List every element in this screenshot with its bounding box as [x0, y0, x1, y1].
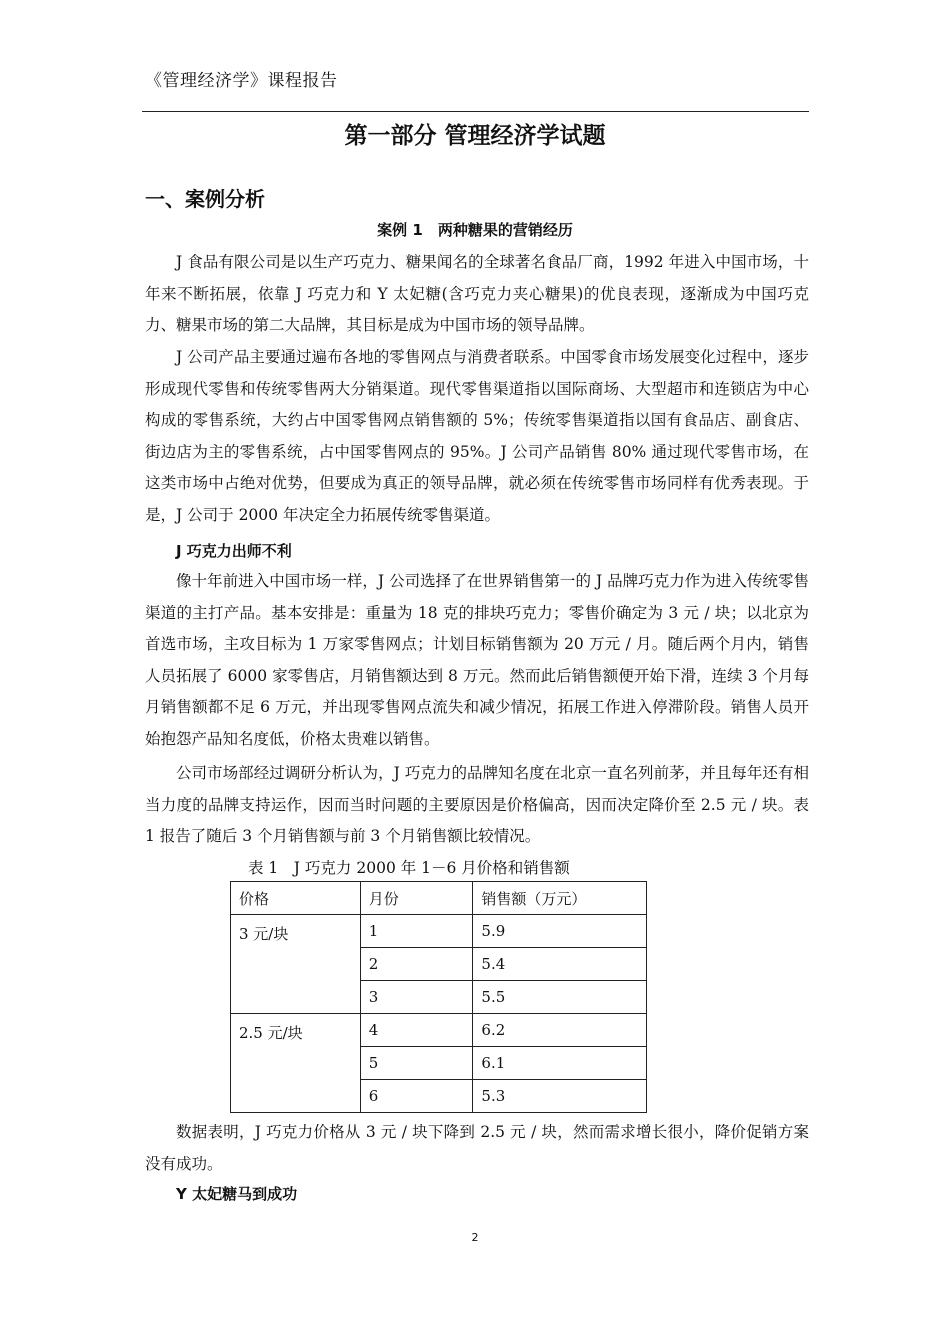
price-cell: 3 元/块 [231, 915, 361, 1014]
header-price: 价格 [231, 882, 361, 915]
page-number: 2 [471, 1231, 479, 1244]
subheading-y-toffee: Y 太妃糖马到成功 [176, 1185, 298, 1203]
table-row [231, 915, 647, 948]
part-title: 第一部分 管理经济学试题 [344, 123, 606, 149]
paragraph-conclusion: 数据表明，J 巧克力价格从 3 元 / 块下降到 2.5 元 / 块，然而需求增长很小，降价促销方案没有成功。 [145, 1123, 809, 1173]
paragraph-j-chocolate-launch: 像十年前进入中国市场一样，J 公司选择了在世界销售第一的 J 品牌巧克力作为进入传统零售渠道的主打产品。基本安排是：重量为 18 克的排块巧克力；零售价确定为 3 元 / 块；以北京为首选市场，主攻目标为 1 万家零售网点；计划目标销售额为 20 万元 / 月。随后两个月内，销售人员拓展了 6000 家零售店，月销售额达到 8 万元。然而此后销售额便开始下滑，连续 3 个月每月销售额都不足 6 万元，并出现零售网点流失和减少情况，拓展工作进入停滞阶段。销售人员开始抱怨产品知名度低，价格太贵难以销售。 [145, 572, 809, 748]
header-divider [142, 111, 809, 112]
sales-cell: 5.4 [473, 948, 647, 981]
section-heading: 一、案例分析 [145, 187, 265, 211]
header-sales: 销售额（万元） [473, 882, 647, 915]
header-month: 月份 [360, 882, 473, 915]
table-caption: 表 1 J 巧克力 2000 年 1－6 月价格和销售额 [248, 859, 570, 877]
table-header-row [231, 882, 647, 915]
sales-cell: 5.3 [473, 1080, 647, 1113]
sales-cell: 5.5 [473, 981, 647, 1014]
sales-cell: 6.1 [473, 1047, 647, 1080]
paragraph-company-intro: J 食品有限公司是以生产巧克力、糖果闻名的全球著名食品厂商，1992 年进入中国市场，十年来不断拓展，依靠 J 巧克力和 Y 太妃糖(含巧克力夹心糖果)的优良表现，逐渐成为中国巧克力、糖果市场的第二大品牌，其目标是成为中国市场的领导品牌。 [145, 253, 809, 334]
subheading-j-chocolate: J 巧克力出师不利 [176, 542, 292, 560]
paragraph-retail-channels: J 公司产品主要通过遍布各地的零售网点与消费者联系。中国零食市场发展变化过程中，逐步形成现代零售和传统零售两大分销渠道。现代零售渠道指以国际商场、大型超市和连锁店为中心构成的零售系统，大约占中国零售网点销售额的 5%；传统零售渠道指以国有食品店、副食店、街边店为主的零售系统，占中国零售网点的 95%。J 公司产品销售 80% 通过现代零售市场，在这类市场中占绝对优势，但要成为真正的领导品牌，就必须在传统零售市场同样有优秀表现。于是，J 公司于 2000 年决定全力拓展传统零售渠道。 [145, 348, 809, 524]
sales-cell: 6.2 [473, 1014, 647, 1047]
paragraph-price-cut: 公司市场部经过调研分析认为，J 巧克力的品牌知名度在北京一直名列前茅，并且每年还有相当力度的品牌支持运作，因而当时问题的主要原因是价格偏高，因而决定降价至 2.5 元 / 块。表 1 报告了随后 3 个月销售额与前 3 个月销售额比较情况。 [145, 764, 809, 845]
sales-table [230, 881, 647, 1113]
month-cell: 6 [360, 1080, 473, 1113]
month-cell: 1 [360, 915, 473, 948]
month-cell: 2 [360, 948, 473, 981]
price-cell: 2.5 元/块 [231, 1014, 361, 1113]
sales-cell: 5.9 [473, 915, 647, 948]
case-title: 案例 1 两种糖果的营销经历 [377, 221, 573, 239]
month-cell: 5 [360, 1047, 473, 1080]
table-row [231, 1014, 647, 1047]
page-header-title: 《管理经济学》课程报告 [145, 71, 338, 91]
month-cell: 3 [360, 981, 473, 1014]
month-cell: 4 [360, 1014, 473, 1047]
